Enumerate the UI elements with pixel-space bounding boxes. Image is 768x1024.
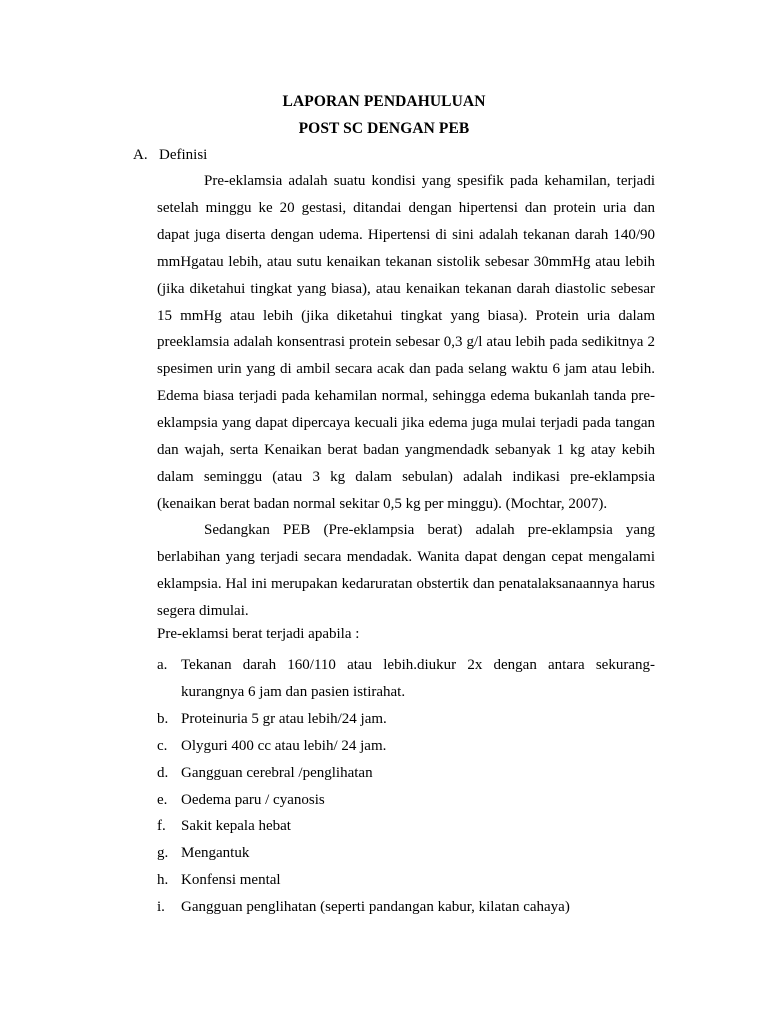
list-item: [157, 706, 655, 733]
criteria-intro: Pre-eklamsi berat terjadi apabila :: [157, 626, 360, 642]
list-item-label: b.: [157, 710, 169, 727]
section-title: Definisi: [159, 147, 208, 163]
list-item: [157, 733, 655, 760]
list-item: [157, 652, 655, 706]
list-item-label: f.: [157, 818, 166, 835]
document-title: LAPORAN PENDAHULUAN: [282, 93, 486, 110]
list-item-text: Sakit kepala hebat: [181, 818, 291, 835]
definition-paragraph: Pre-eklamsia adalah suatu kondisi yang spesifik pada kehamilan, terjadi setelah minggu ke 20 gestasi, ditandai dengan hipertensi dan protein uria dan dapat juga diserta dengan udema. Hipertensi di sini adalah tekanan darah 140/90 mmHgatau lebih, atau sutu kenaikan tekanan sistolik sebesar 30mmHg atau lebih (jika diketahui tingkat yang biasa), atau kenaikan tekanan darah diastolic sebesar 15 mmHg atau lebih (jika diketahui tingkat yang biasa). Protein uria dalam preeklamsia adalah konsentrasi protein sebesar 0,3 g/l atau lebih pada sedikitnya 2 spesimen urin yang di ambil secara acak dan pada selang waktu 6 jam atau lebih. Edema biasa terjadi pada kehamilan normal, sehingga edema bukanlah tanda pre-eklampsia yang dapat dipercaya kecuali jika edema juga mulai terjadi pada tangan dan wajah, serta Kenaikan berat badan yangmendadk sebanyak 1 kg atay kebih dalam seminggu (atau 3 kg dalam sebulan) adalah indikasi pre-eklampsia (kenaikan berat badan normal sekitar 0,5 kg per minggu). (Mochtar, 2007).: [157, 173, 655, 512]
list-item: [157, 867, 655, 894]
list-item-text: Proteinuria 5 gr atau lebih/24 jam.: [181, 710, 387, 727]
list-item: [157, 760, 655, 787]
list-item-text: Gangguan penglihatan (seperti pandangan kabur, kilatan cahaya): [181, 899, 570, 916]
list-item-text: Oedema paru / cyanosis: [181, 791, 325, 808]
section-heading: [133, 147, 207, 164]
list-item-label: a.: [157, 657, 168, 673]
list-item-text: Mengantuk: [181, 845, 250, 862]
section-marker: A.: [133, 147, 148, 163]
criteria-list: [157, 652, 655, 921]
list-item-label: d.: [157, 764, 169, 781]
peb-paragraph: Sedangkan PEB (Pre-eklampsia berat) adalah pre-eklampsia yang berlabihan yang terjadi secara mendadak. Wanita dapat dengan cepat mengalami eklampsia. Hal ini merupakan kedaruratan obstertik dan penatalaksanaannya harus segera dimulai.: [157, 522, 655, 619]
list-item: [157, 894, 655, 921]
list-item: [157, 787, 655, 814]
list-item-label: h.: [157, 872, 169, 889]
list-item-label: c.: [157, 737, 168, 754]
list-item-text: Olyguri 400 cc atau lebih/ 24 jam.: [181, 737, 387, 754]
list-item-label: i.: [157, 899, 165, 916]
list-item: [157, 840, 655, 867]
list-item-label: g.: [157, 845, 169, 862]
list-item-text: Konfensi mental: [181, 872, 281, 889]
list-item-label: e.: [157, 791, 168, 808]
list-item-text: Tekanan darah 160/110 atau lebih.diukur 2x dengan antara sekurang-kurangnya 6 jam dan pasien istirahat.: [181, 657, 655, 700]
document-subtitle: POST SC DENGAN PEB: [298, 120, 470, 137]
list-item-text: Gangguan cerebral /penglihatan: [181, 764, 373, 781]
list-item: [157, 813, 655, 840]
